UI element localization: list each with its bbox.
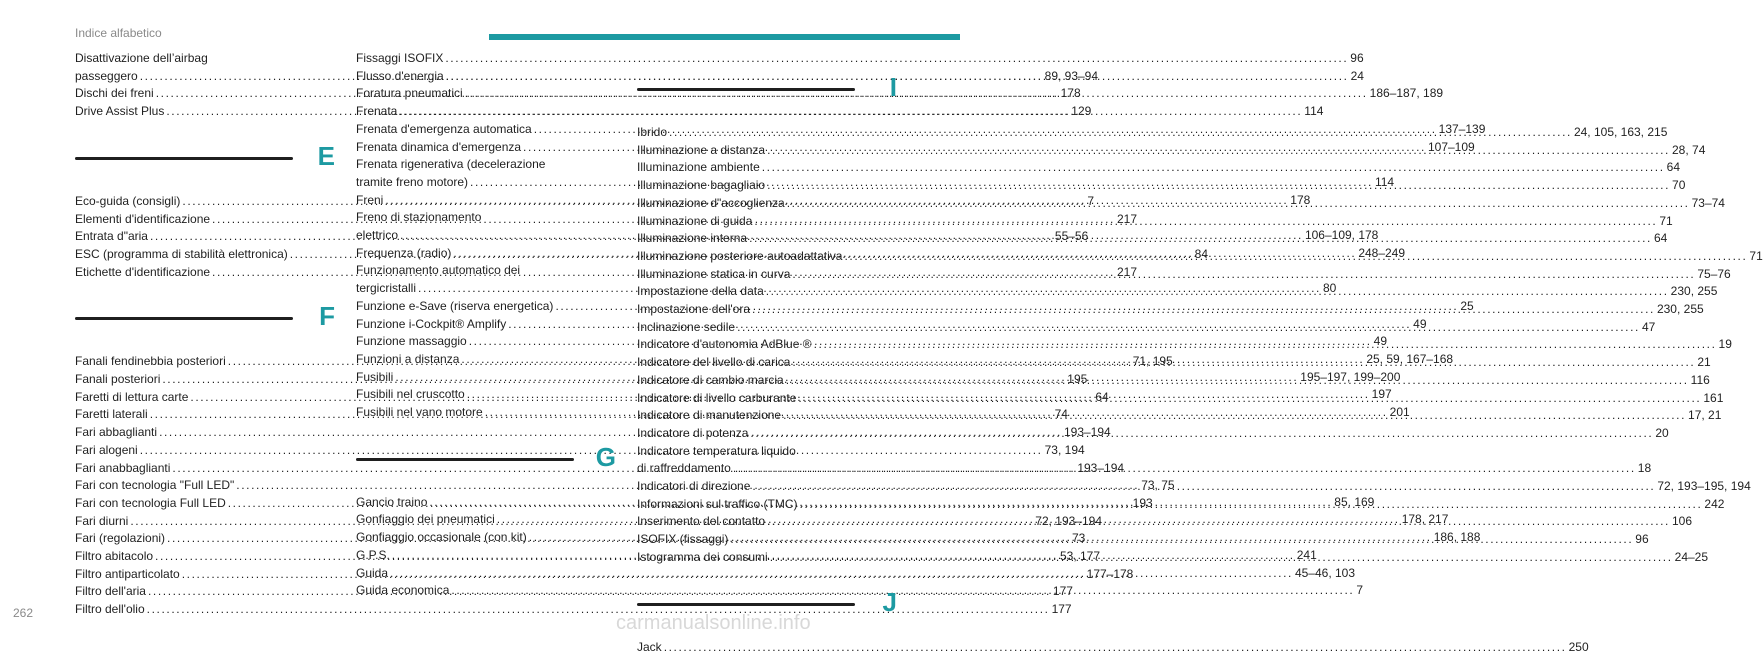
index-entry-term: Guida economica [356, 583, 450, 598]
index-entry-term: Illuminazione interna [637, 231, 748, 246]
index-entry-pages: 248–249 [1358, 245, 1406, 260]
dot-leader [762, 159, 1665, 177]
index-entry-term-continued: Frenata rigenerativa (decelerazione [356, 157, 546, 172]
index-entry-term: Filtro antiparticolato [75, 566, 180, 581]
index-entry-term: Faretti laterali [75, 407, 148, 422]
index-entry-pages: 89, 93–94 [1044, 68, 1099, 83]
index-entry-pages: 72, 193–195, 194 [1657, 479, 1751, 494]
index-entry-pages: 106–109, 178 [1304, 228, 1379, 243]
dot-leader [465, 85, 1368, 103]
section-header [637, 74, 897, 120]
index-entry-pages: 25 [1460, 298, 1474, 313]
index-entry-pages: 217 [1116, 211, 1137, 226]
index-entry-pages: 114 [1304, 104, 1324, 119]
index-entry-pages: 193–194 [1077, 460, 1125, 475]
index-entry-pages: 17, 21 [1688, 408, 1722, 423]
index-entry-pages: 230, 255 [1656, 302, 1704, 317]
index-entry-pages: 73 [1071, 531, 1086, 546]
dot-leader [792, 266, 1695, 284]
index-entry-term: di raffreddamento [637, 461, 731, 476]
index-entry-pages: 71 [1659, 213, 1673, 228]
index-entry-line [75, 601, 1072, 619]
section-divider-line [356, 458, 574, 461]
index-entry-pages: 178 [1290, 192, 1311, 207]
index-entry-pages: 177 [1051, 602, 1072, 617]
index-entry-pages: 64 [1666, 160, 1681, 175]
index-entry-term: Fusibili nel vano motore [356, 405, 483, 420]
index-entry-pages: 161 [1703, 390, 1724, 405]
index-entry-pages: 195–197, 199–200 [1300, 369, 1401, 384]
index-entry-term: Informazioni sul traffico (TMC) [637, 496, 798, 511]
index-entry [637, 639, 1589, 656]
index-entry-term: Illuminazione bagagliaio [637, 178, 766, 193]
section-divider-line [637, 88, 855, 91]
section-header [75, 140, 335, 189]
index-entry-pages: 178, 217 [1401, 512, 1449, 527]
index-entry-pages: 53, 177 [1059, 549, 1101, 564]
page-number: 262 [13, 606, 34, 620]
watermark-logo: carmanualsonline.info [616, 612, 811, 634]
index-entry-term: Fanali posteriori [75, 372, 161, 387]
index-entry-term: Fari con tecnologia Full LED [75, 495, 226, 510]
dot-leader [766, 283, 1669, 301]
index-entry-term: Drive Assist Plus [75, 104, 165, 119]
index-entry-term: Illuminazione statica in curva [637, 266, 791, 281]
section-letter: J [882, 586, 897, 617]
index-entry-term: Freni [356, 192, 384, 207]
index-entry-pages: 49 [1413, 316, 1427, 331]
index-entry-term-continued: Funzionamento automatico dei [356, 263, 521, 278]
index-entry-pages: 18 [1637, 461, 1652, 476]
index-entry-term: Impostazione della data [637, 284, 764, 299]
index-entry-term: Illuminazione d"accoglienza [637, 195, 785, 210]
dot-leader [147, 601, 1050, 619]
index-entry [637, 301, 1704, 319]
index-entry-term: Indicatore di livello carburante [637, 390, 797, 405]
index-entry-term: Fusibili [356, 369, 394, 384]
dot-leader [737, 319, 1640, 337]
index-entry-term: passeggero [75, 68, 138, 83]
index-entry-term: Elementi d'identificazione [75, 211, 211, 226]
index-entry [637, 159, 1681, 177]
index-entry-term: Funzione i-Cockpit® Amplify [356, 316, 507, 331]
index-entry-term-continued: Disattivazione dell’airbag [75, 51, 208, 65]
index-entry-term: Frenata dinamica d'emergenza [356, 139, 522, 154]
index-entry-term: Indicatore di potenza [637, 425, 749, 440]
dot-leader [752, 301, 1655, 319]
section-header [75, 303, 335, 349]
index-entry-term: Fissaggi ISOFIX [356, 51, 444, 65]
index-entry-pages: 64 [1095, 389, 1109, 404]
index-entry-pages: 186–187, 189 [1369, 86, 1444, 101]
index-entry-term: elettrico [356, 228, 399, 243]
index-entry-pages: 73, 75 [1141, 478, 1175, 493]
section-divider-line [75, 317, 293, 320]
index-entry-term: Fari alogeni [75, 442, 138, 457]
index-entry-pages: 21 [1697, 355, 1711, 370]
index-entry [356, 50, 1364, 68]
index-entry-pages: 73, 194 [1044, 442, 1085, 457]
index-entry-pages: 25, 59, 167–168 [1366, 351, 1454, 366]
dot-leader [752, 478, 1655, 496]
index-entry-pages: 74 [1054, 407, 1068, 422]
index-entry-term: Fari (regolazioni) [75, 531, 166, 546]
dot-leader [749, 230, 1652, 248]
index-entry-term: Funzioni a distanza [356, 351, 460, 366]
dot-leader [669, 124, 1572, 142]
dot-leader [783, 407, 1686, 425]
index-entry-pages: 137–139 [1438, 121, 1486, 136]
index-entry-pages: 106 [1672, 514, 1693, 529]
index-entry-pages: 47 [1641, 319, 1656, 334]
index-entry-pages: 19 [1718, 337, 1732, 352]
index-entry-term: Foratura pneumatici [356, 86, 463, 101]
index-entry-pages: 45–46, 103 [1294, 565, 1356, 580]
index-entry [75, 601, 1072, 619]
index-entry-term: Indicatori di direzione [637, 479, 751, 494]
index-entry-pages: 195 [1067, 372, 1088, 387]
index-entry-term: Flusso d'energia [356, 68, 444, 83]
index-entry-pages: 24 [1350, 68, 1364, 83]
index-entry-pages: 55–56 [1054, 229, 1089, 244]
dot-leader [767, 177, 1670, 195]
dot-leader [733, 460, 1636, 478]
index-entry-term: ISOFIX (fissaggi) [637, 532, 729, 547]
index-entry-term: Frenata [356, 104, 398, 119]
index-entry-term: G.P.S. [356, 547, 390, 562]
dot-leader [451, 582, 1354, 600]
dot-leader [750, 425, 1653, 443]
index-entry-pages: 129 [1071, 104, 1092, 119]
index-entry-pages: 250 [1568, 639, 1589, 654]
index-entry-pages: 24, 105, 163, 215 [1573, 125, 1668, 139]
section-letter: I [889, 72, 897, 102]
section-letter: G [595, 441, 616, 472]
index-entry-term: Funzione e-Save (riserva energetica) [356, 298, 554, 313]
index-entry-term: Inclinazione sedile [637, 319, 736, 334]
index-entry-term: Ibrido [637, 125, 668, 139]
index-entry-term-continued: Indicatore temperatura liquido [637, 443, 796, 458]
index-entry-term: Funzione massaggio [356, 334, 467, 349]
dot-leader [799, 496, 1702, 514]
index-entry-term: Eco-guida (consigli) [75, 193, 181, 208]
index-entry-pages: 80 [1322, 281, 1337, 296]
index-entry-term: Faretti di lettura carte [75, 389, 189, 404]
index-entry-term: Filtro abitacolo [75, 549, 154, 564]
index-entry-line [637, 301, 1704, 319]
dot-leader [844, 248, 1747, 266]
index-entry-term: Frequenza (radio) [356, 245, 452, 260]
index-entry-term: Jack [637, 639, 662, 654]
dot-leader [787, 195, 1690, 213]
index-entry-term: Illuminazione a distanza [637, 142, 766, 157]
index-entry-line [356, 50, 1364, 68]
section-header [356, 441, 616, 490]
index-entry-term: Gonfiaggio occasionale (con kit) [356, 530, 527, 545]
section-divider-line [75, 157, 293, 160]
index-entry-pages: 20 [1655, 425, 1669, 440]
index-entry-pages: 7 [1356, 583, 1363, 598]
dot-leader [814, 336, 1717, 354]
index-entry-term: Etichette d'identificazione [75, 264, 211, 279]
index-entry-pages: 197 [1371, 387, 1392, 402]
index-entry-pages: 84 [1194, 246, 1209, 261]
dot-leader [770, 549, 1673, 567]
dot-leader [446, 68, 1349, 86]
page-header-title: Indice alfabetico [75, 26, 162, 40]
index-entry-pages: 193 [1132, 495, 1153, 510]
index-entry-term: Fari anabbaglianti [75, 460, 171, 475]
index-entry-term: Fari abbaglianti [75, 425, 158, 440]
index-entry-pages: 70 [1672, 178, 1686, 193]
index-entry-term: Entrata d"aria [75, 229, 148, 244]
section-letter: F [319, 301, 335, 332]
index-entry-pages: 71 [1749, 248, 1763, 263]
index-entry-pages: 75–76 [1697, 266, 1731, 281]
index-entry-pages: 241 [1296, 547, 1317, 562]
index-entry-term: Indicatore di cambio marcia [637, 372, 784, 387]
index-entry-term: tramite freno motore) [356, 174, 469, 189]
index-entry-term: Inserimento del contatto [637, 514, 766, 529]
section-letter: E [317, 140, 335, 171]
index-entry-term: Indicatore di manutenzione [637, 408, 782, 423]
index-entry-term: Gancio traino [356, 494, 428, 509]
dot-leader [786, 372, 1689, 390]
dot-leader [798, 390, 1701, 408]
index-entry-term: Filtro dell'aria [75, 584, 146, 599]
index-entry-pages: 242 [1704, 496, 1725, 511]
index-entry-pages: 186, 188 [1433, 530, 1481, 545]
index-entry-pages: 24–25 [1674, 549, 1709, 564]
index-entry-pages: 116 [1690, 372, 1710, 387]
index-entry-term: tergicristalli [356, 281, 417, 296]
index-entry-pages: 193–194 [1063, 425, 1111, 440]
index-entry-term: Fari con tecnologia "Full LED" [75, 478, 235, 493]
dot-leader [730, 531, 1633, 549]
index-entry-term: Illuminazione posteriore autoadattativa [637, 248, 843, 263]
index-entry-pages: 201 [1389, 405, 1410, 420]
index-entry-pages: 73–74 [1691, 195, 1725, 210]
index-entry-term: Fanali fendinebbia posteriori [75, 354, 226, 369]
index-entry-pages: 71, 195 [1132, 354, 1173, 369]
index-entry-term: Filtro dell'olio [75, 602, 145, 617]
dot-leader [767, 142, 1670, 160]
index-entry-term: Impostazione dell'ora [637, 302, 751, 317]
index-entry-term: Indicatore d'autonomia AdBlue ® [637, 337, 812, 352]
index-entry-pages: 49 [1373, 334, 1388, 349]
index-entry-line [637, 159, 1681, 177]
index-entry-term: Indicatore del livello di carica [637, 355, 791, 370]
index-entry-term: ESC (programma di stabilità elettronica) [75, 246, 288, 261]
index-entry-pages: 178 [1060, 86, 1081, 101]
section-divider-line [637, 603, 855, 606]
index-entry-pages: 7 [1087, 193, 1094, 208]
index-entry-term: Gonfiaggio dei pneumatici [356, 512, 495, 527]
index-entry-pages: 230, 255 [1670, 284, 1718, 299]
index-entry-pages: 177 [1052, 584, 1073, 599]
index-entry-pages: 96 [1635, 532, 1649, 547]
index-entry-term: Istogramma dei consumi [637, 549, 768, 564]
dot-leader [792, 354, 1695, 372]
header-accent-bar [489, 34, 960, 40]
index-entry-term: Frenata d'emergenza automatica [356, 121, 532, 136]
index-entry-term-continued: Freno di stazionamento [356, 210, 482, 225]
index-entry-pages: 107–109 [1427, 139, 1475, 154]
index-entry-pages: 64 [1653, 231, 1668, 246]
index-entry-pages: 177–178 [1086, 566, 1134, 581]
index-entry-term: Illuminazione ambiente [637, 160, 760, 175]
index-entry-term: Guida [356, 565, 389, 580]
index-entry-pages: 28, 74 [1672, 142, 1706, 157]
index-entry-line [637, 639, 1589, 656]
index-entry-pages: 72, 193–194 [1035, 513, 1103, 528]
index-entry-term: Dischi dei freni [75, 86, 154, 101]
index-entry-term: Fari diurni [75, 513, 129, 528]
index-entry-term: Illuminazione di guida [637, 213, 753, 228]
dot-leader [767, 513, 1670, 531]
index-entry-pages: 217 [1116, 264, 1137, 279]
index-entry-pages: 114 [1374, 174, 1395, 189]
index-entry-term: Fusibili nel cruscotto [356, 387, 465, 402]
dot-leader [664, 639, 1567, 656]
dot-leader [754, 213, 1657, 231]
index-entry-pages: 85, 169 [1334, 494, 1375, 509]
index-entry-pages: 96 [1350, 51, 1364, 65]
